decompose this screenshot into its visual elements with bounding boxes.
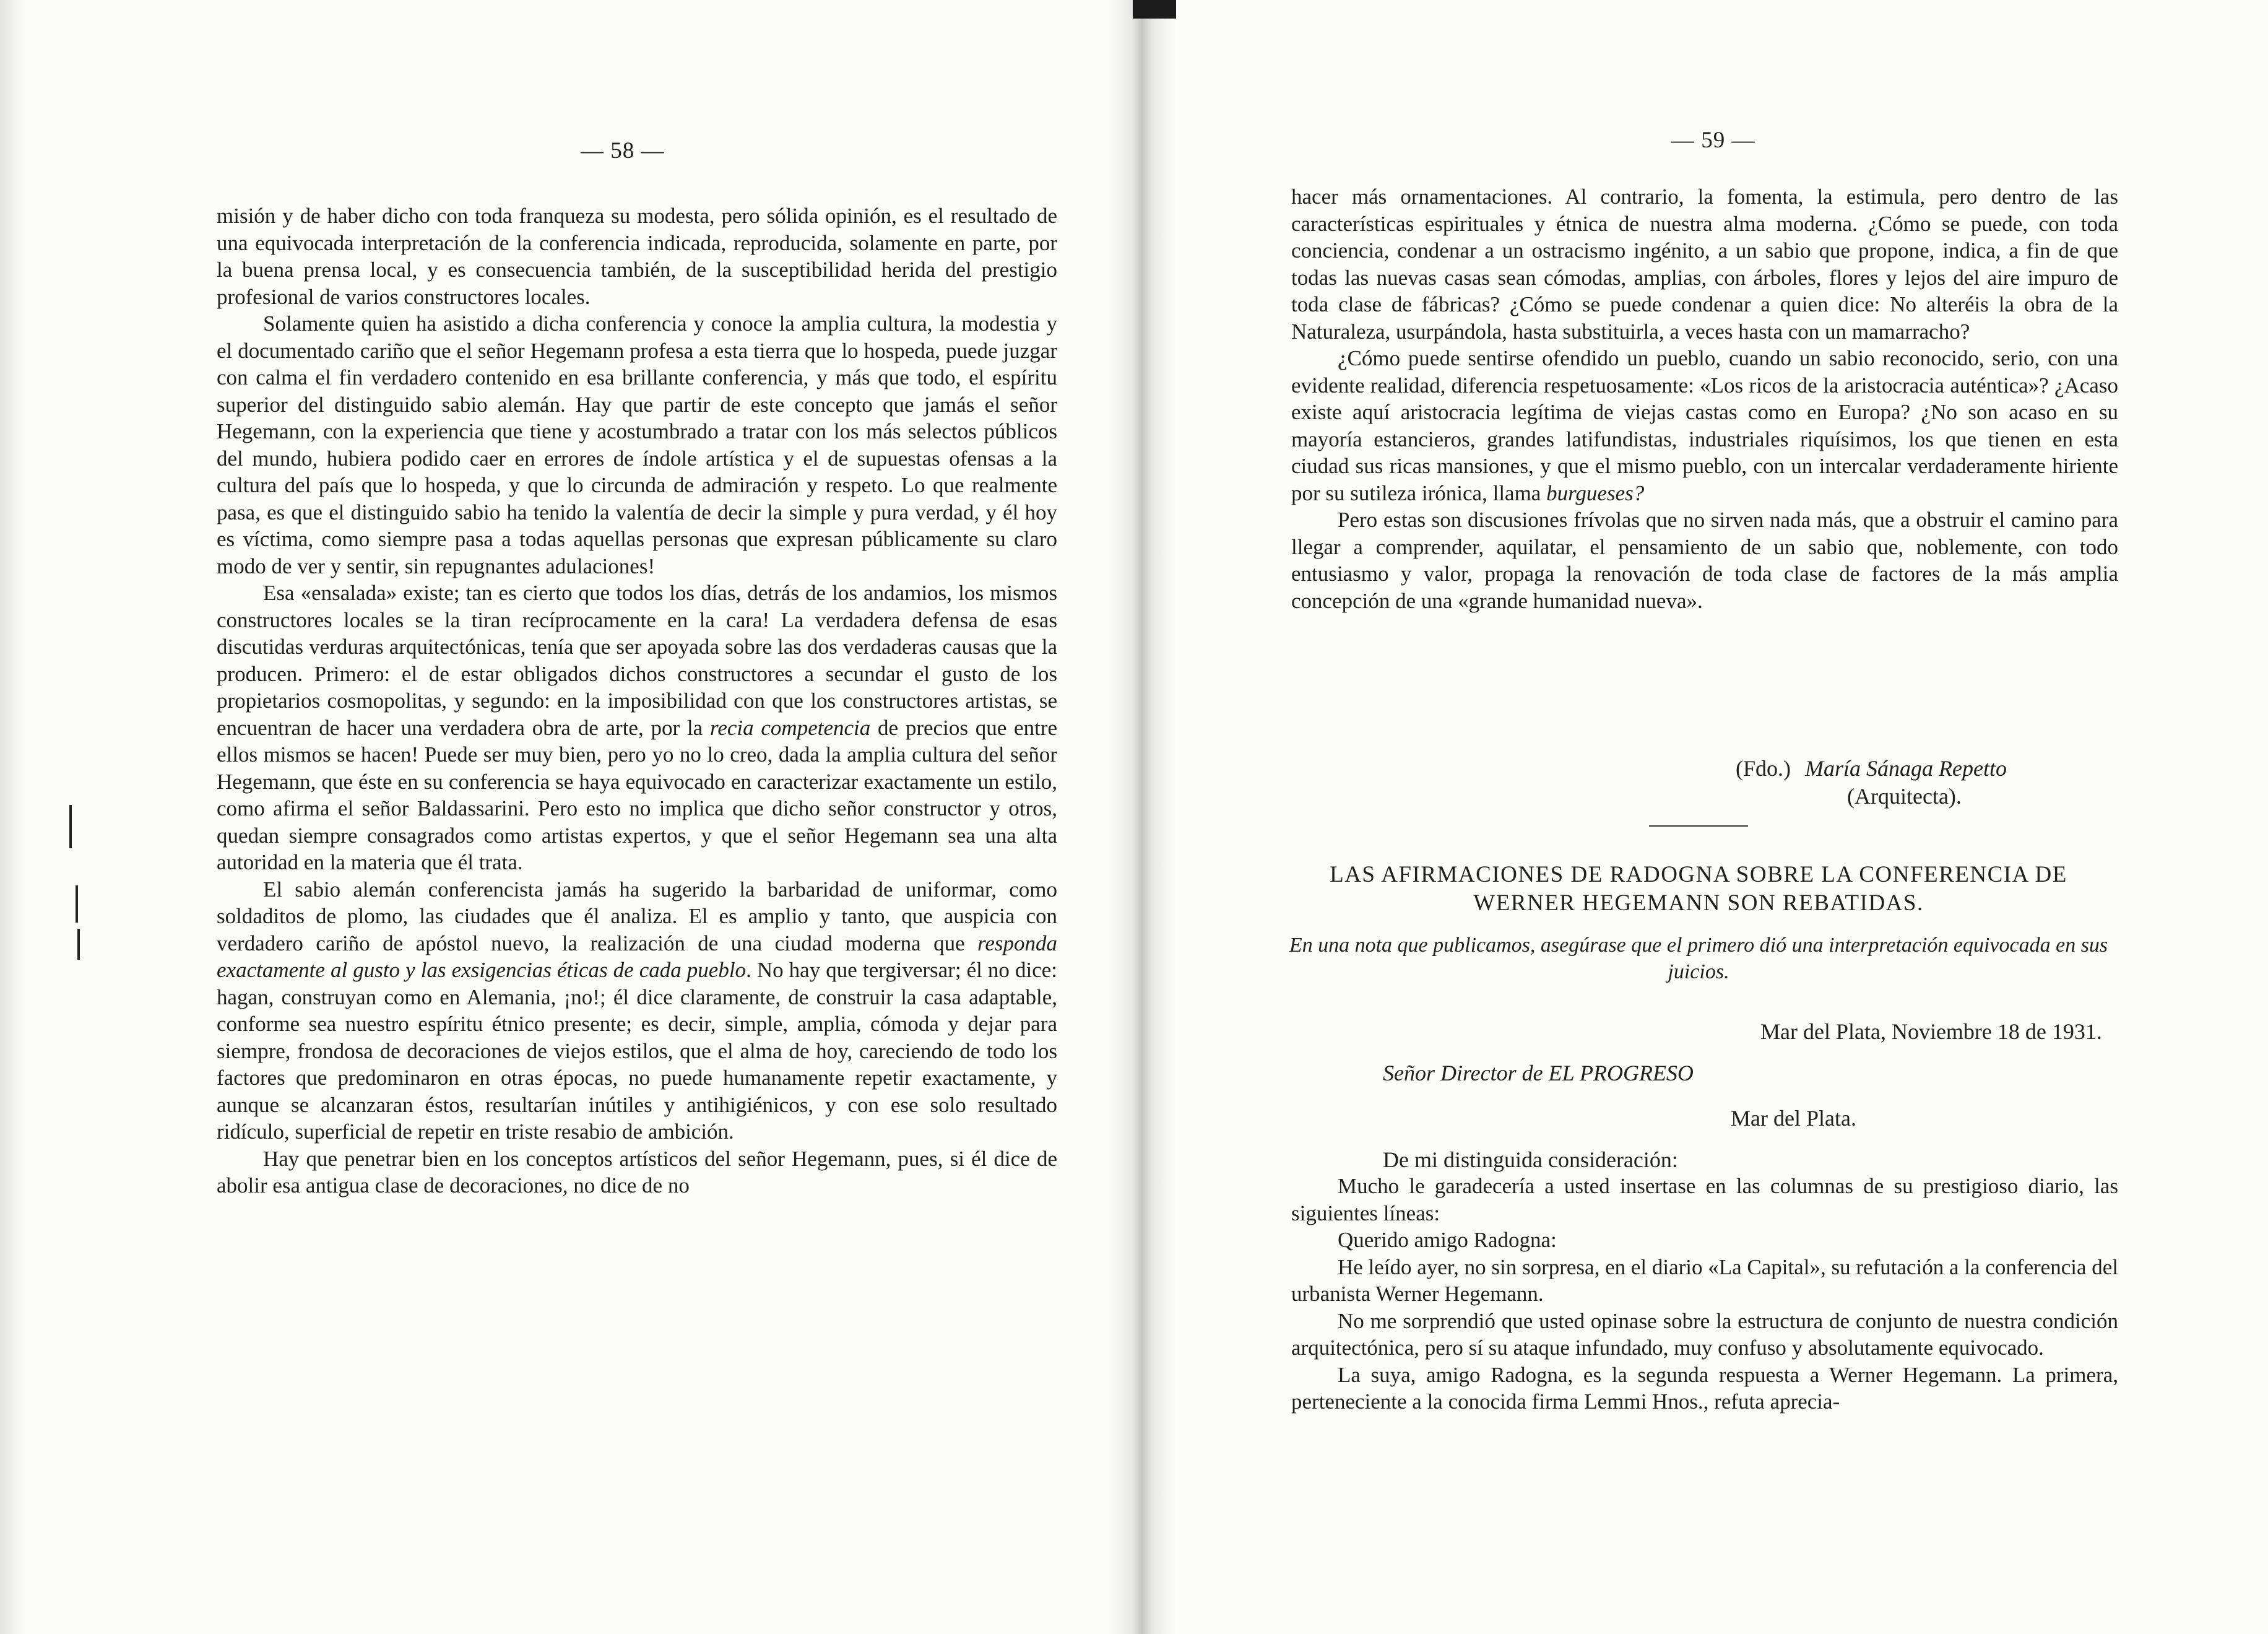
- signature-title: (Arquitecta).: [1847, 784, 1962, 809]
- paragraph: [1291, 1308, 2118, 1362]
- binding-mark: [77, 929, 80, 960]
- signature-name: María Sánaga Repetto: [1805, 756, 2007, 781]
- text-run: Hay que penetrar bien en los conceptos artísticos del señor Hegemann, pues, si él dice de abolir esa antigua clase de decoraciones, no dice de no: [217, 1146, 1057, 1197]
- text-run: misión y de haber dicho con toda franqueza su modesta, pero sólida opinión, es el resultado de una equivocada interpretación de la conferencia indicada, reproducida, solamente en parte, por la buena prensa local, y es consecuencia también, de la susceptibilidad herida del prestigio profesional de varios constructores locales.: [217, 204, 1057, 309]
- paragraph: [1291, 1173, 2118, 1227]
- subheadline: En una nota que publicamos, asegúrase que el primero dió una interpretación equivocada en sus juicios.: [1289, 934, 2108, 983]
- letter-text: [1291, 1173, 2118, 1415]
- paragraph: [217, 1145, 1057, 1199]
- headline: LAS AFIRMACIONES DE RADOGNA SOBRE LA CONFERENCIA DE WERNER HEGEMANN SON REBATIDAS.: [1330, 862, 2067, 916]
- dateline: Mar del Plata, Noviembre 18 de 1931.: [1760, 1019, 2102, 1044]
- paragraph: [1291, 506, 2118, 614]
- page-number: — 59 —: [1671, 128, 1755, 153]
- paragraph: [1291, 1227, 2118, 1254]
- binding-mark: [69, 805, 72, 848]
- text-run: Pero estas son discusiones frívolas que no sirven nada más, que a obstruir el camino para llegar a comprender, aquilatar, el pensamiento de un sabio que, noblemente, con todo entusiasmo y valor, propaga la renovación de toda clase de factores de la más amplia concepción de una «grande humanidad nueva».: [1291, 508, 2118, 613]
- paragraph: [217, 876, 1057, 1145]
- italic-run: burgueses?: [1546, 480, 1645, 505]
- paragraph: [1291, 1254, 2118, 1308]
- left-page: [0, 0, 1133, 1634]
- text-run: Solamente quien ha asistido a dicha conferencia y conoce la amplia cultura, la modestia y el documentado cariño que el señor Hegemann profesa a esta tierra que lo hospeda, puede juzgar con calma el fin verdadero contenido en esa brillante conferencia, y más que todo, el espíritu superior del distinguido sabio alemán. Hay que partir de este concepto que jamás el señor Hegemann, con la experiencia que tiene y acostumbrado a tratar con los más selectos públicos del mundo, hubiera podido caer en errores de índole artística y el de supuestas ofensas a la cultura del país que lo hospeda, y que lo circunda de admiración y respeto. Lo que realmente pasa, es que el distinguido sabio ha tenido la valentía de decir la simple y pura verdad, y él hoy es víctima, como siempre pasa a todas aquellas personas que expresan públicamente su claro modo de ver y sentir, sin repugnantes adulaciones!: [217, 311, 1057, 578]
- text-run: La suya, amigo Radogna, es la segunda respuesta a Werner Hegemann. La primera, perteneciente a la conocida firma Lemmi Hnos., refuta aprecia-: [1291, 1362, 2118, 1414]
- greeting: De mi distinguida consideración:: [1383, 1147, 1678, 1172]
- binding-shadow: [1133, 0, 1176, 19]
- italic-run: responda exactamente al gusto y las exsigencias éticas de cada pueblo: [217, 931, 1057, 982]
- page-number: — 58 —: [581, 138, 665, 163]
- text-run: He leído ayer, no sin sorpresa, en el diario «La Capital», su refutación a la conferencia del urbanista Werner Hegemann.: [1291, 1254, 2119, 1306]
- paragraph: [1291, 183, 2118, 345]
- text-run: No me sorprendió que usted opinase sobre la estructura de conjunto de nuestra condición arquitectónica, pero sí su ataque infundado, muy confuso y absolutamente equivocado.: [1291, 1308, 2118, 1360]
- text-run: Esa «ensalada» existe; tan es cierto que todos los días, detrás de los andamios, los mismos constructores locales se la tiran recíprocamente en la cara! La verdadera defensa de esas discutidas verduras arquitectónicas, tenía que ser apoyada sobre las dos verdaderas causas que la producen. Primero: el de estar obligados dichos constructores a secundar el gusto de los propietarios cosmopolitas, y segundo: en la imposibilidad con que los constructores artistas, se encuentran de hacer una verdadera obra de arte, por la: [217, 581, 1057, 740]
- signature: [1736, 755, 2007, 781]
- italic-run: recia competencia: [710, 715, 871, 740]
- text-run: . No hay que tergiversar; él no dice: hagan, construyan como en Alemania, ¡no!; él dice claramente, de construir la casa adaptable, conforme sea nuestro espíritu étnico presente; es decir, simple, amplia, cómoda y dejar para siempre, frondosa de decoraciones de viejos estilos, que el alma de hoy, careciendo de todo los factores que predominaron en otras épocas, no puede humanamente repetir exactamente, y aunque se alcanzaran éstos, resultarían inútiles y antihigiénicos, y con ese solo resultado ridículo, superficial de repetir en triste resabio de ambición.: [217, 958, 1057, 1144]
- body-text: [1291, 183, 2118, 614]
- text-run: Querido amigo Radogna:: [1338, 1228, 1557, 1252]
- paragraph: [217, 310, 1057, 580]
- divider: [1649, 825, 1748, 827]
- text-run: de precios que entre ellos mismos se hacen! Puede ser muy bien, pero yo no lo creo, dada la amplia cultura del señor Hegemann, que éste en su conferencia se haya equivocado en caracterizar exactamente un estilo, como afirma el señor Baldassarini. Pero esto no implica que dicho señor constructor y otros, quedan siempre consagrados como artistas expertos, y que el señor Hegemann sea una alta autoridad en la materia que él trata.: [217, 715, 1057, 874]
- paragraph: [1291, 1362, 2118, 1415]
- book-gutter: [1108, 0, 1176, 1634]
- paragraph: [1291, 345, 2118, 506]
- addressee: Señor Director de EL PROGRESO: [1383, 1061, 1694, 1085]
- text-run: ¿Cómo puede sentirse ofendido un pueblo, cuando un sabio reconocido, serio, con una evidente realidad, diferencia respetuosamente: «Los ricos de la aristocracia auténtica»? ¿Acaso existe aquí aristocracia legítima de viejas castas como en Europa? ¿No son acaso en su mayoría estancieros, grandes latifundistas, industriales riquísimos, los que tienen en esta ciudad sus ricas mansiones, y que el mismo pueblo, con un intercalar verdaderamente hiriente por su sutileza irónica, llama: [1291, 346, 2118, 505]
- signature-prefix: (Fdo.): [1736, 756, 1791, 781]
- page-edge-shadow: [0, 0, 25, 1634]
- body-text: [217, 202, 1057, 1199]
- paragraph: [217, 580, 1057, 876]
- addressee-city: Mar del Plata.: [1731, 1106, 1856, 1131]
- text-run: El sabio alemán conferencista jamás ha sugerido la barbaridad de uniformar, como soldaditos de plomo, las ciudades que él analiza. El es amplio y tanto, que auspicia con verdadero cariño de apóstol nuevo, la realización de una ciudad moderna que: [217, 877, 1057, 955]
- text-run: Mucho le garadecería a usted insertase en las columnas de su prestigioso diario, las siguientes líneas:: [1291, 1174, 2118, 1225]
- paragraph: [217, 202, 1057, 310]
- binding-mark: [76, 885, 78, 923]
- text-run: hacer más ornamentaciones. Al contrario, la fomenta, la estimula, pero dentro de las características espirituales y étnica de nuestra alma moderna. ¿Cómo se puede, con toda conciencia, condenar a un ostracismo ingénito, a un sabio que propone, indica, a fin de que todas las nuevas casas sean cómodas, amplias, con árboles, flores y lejos del aire impuro de toda clase de fábricas? ¿Cómo se puede condenar a quien dice: No alteréis la obra de la Naturaleza, usurpándola, hasta substituirla, a veces hasta con un mamarracho?: [1291, 185, 2118, 344]
- right-page: [1135, 0, 2268, 1634]
